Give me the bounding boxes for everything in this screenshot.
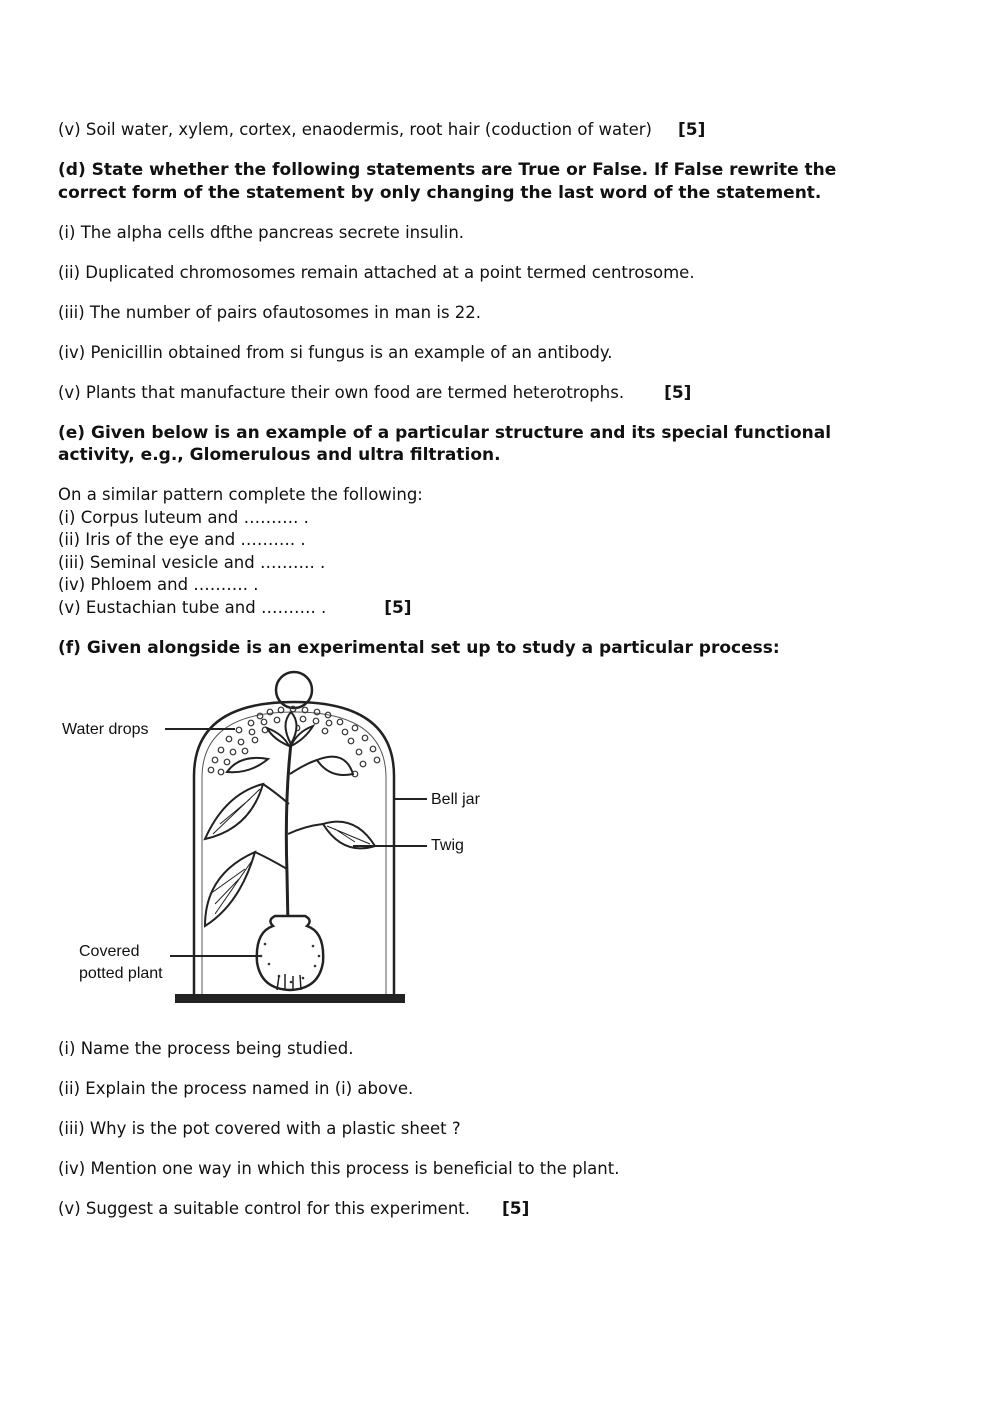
question-d-item: (ii) Duplicated chromosomes remain attached at a point termed centrosome. (58, 263, 695, 282)
question-f-item-v (58, 1198, 529, 1220)
label-potted-plant: potted plant (79, 965, 163, 982)
question-d-heading-line1: (d) State whether the following statements are True or False. If False rewrite the (58, 160, 837, 180)
question-e-item: (iv) Phloem and ………. . (58, 575, 259, 594)
question-e-item-v (58, 597, 412, 619)
base-plate (175, 994, 405, 1003)
question-e-item: (ii) Iris of the eye and ………. . (58, 530, 306, 549)
label-water-drops: Water drops (62, 721, 149, 738)
marks-label: [5] (664, 383, 692, 403)
question-d-heading-line2: correct form of the statement by only changing the last word of the statement. (58, 183, 822, 203)
question-c-item-v-text: (v) Soil water, xylem, cortex, enaodermis, root hair (coduction of water) (58, 120, 652, 139)
question-d-item-text: (v) Plants that manufacture their own food are termed heterotrophs. (58, 383, 625, 402)
question-f-heading: (f) Given alongside is an experimental set up to study a particular process: (58, 638, 780, 658)
label-bell-jar: Bell jar (431, 791, 480, 808)
plant-leaves (205, 712, 375, 926)
question-e-intro: On a similar pattern complete the following: (58, 485, 423, 504)
covered-pot (257, 916, 323, 990)
question-f-item-text: (v) Suggest a suitable control for this experiment. (58, 1199, 470, 1218)
marks-label: [5] (677, 120, 706, 140)
question-e-heading-line1: (e) Given below is an example of a particular structure and its special functional (58, 423, 832, 443)
question-e-item: (iii) Seminal vesicle and ………. . (58, 553, 326, 572)
question-d-item: (iv) Penicillin obtained from si fungus is an example of an antibody. (58, 343, 613, 362)
question-f-item: (ii) Explain the process named in (i) above. (58, 1079, 414, 1098)
question-e-item: (i) Corpus luteum and ………. . (58, 508, 309, 527)
marks-label: [5] (502, 1199, 530, 1219)
question-f-item: (i) Name the process being studied. (58, 1039, 354, 1058)
question-e-item-text: (v) Eustachian tube and ………. . (58, 598, 327, 617)
question-d-item: (iii) The number of pairs ofautosomes in man is 22. (58, 303, 482, 322)
label-covered: Covered (79, 943, 140, 960)
label-twig: Twig (431, 837, 464, 854)
question-e-heading-line2: activity, e.g., Glomerulous and ultra filtration. (58, 445, 501, 465)
bell-jar-diagram (55, 664, 505, 1016)
question-c-item-v (58, 119, 705, 141)
question-d-item-v (58, 382, 691, 404)
marks-label: [5] (384, 598, 412, 618)
question-f-item: (iii) Why is the pot covered with a plastic sheet ? (58, 1119, 461, 1138)
question-f-item: (iv) Mention one way in which this process is beneficial to the plant. (58, 1159, 620, 1178)
question-d-item: (i) The alpha cells dfthe pancreas secrete insulin. (58, 223, 465, 242)
